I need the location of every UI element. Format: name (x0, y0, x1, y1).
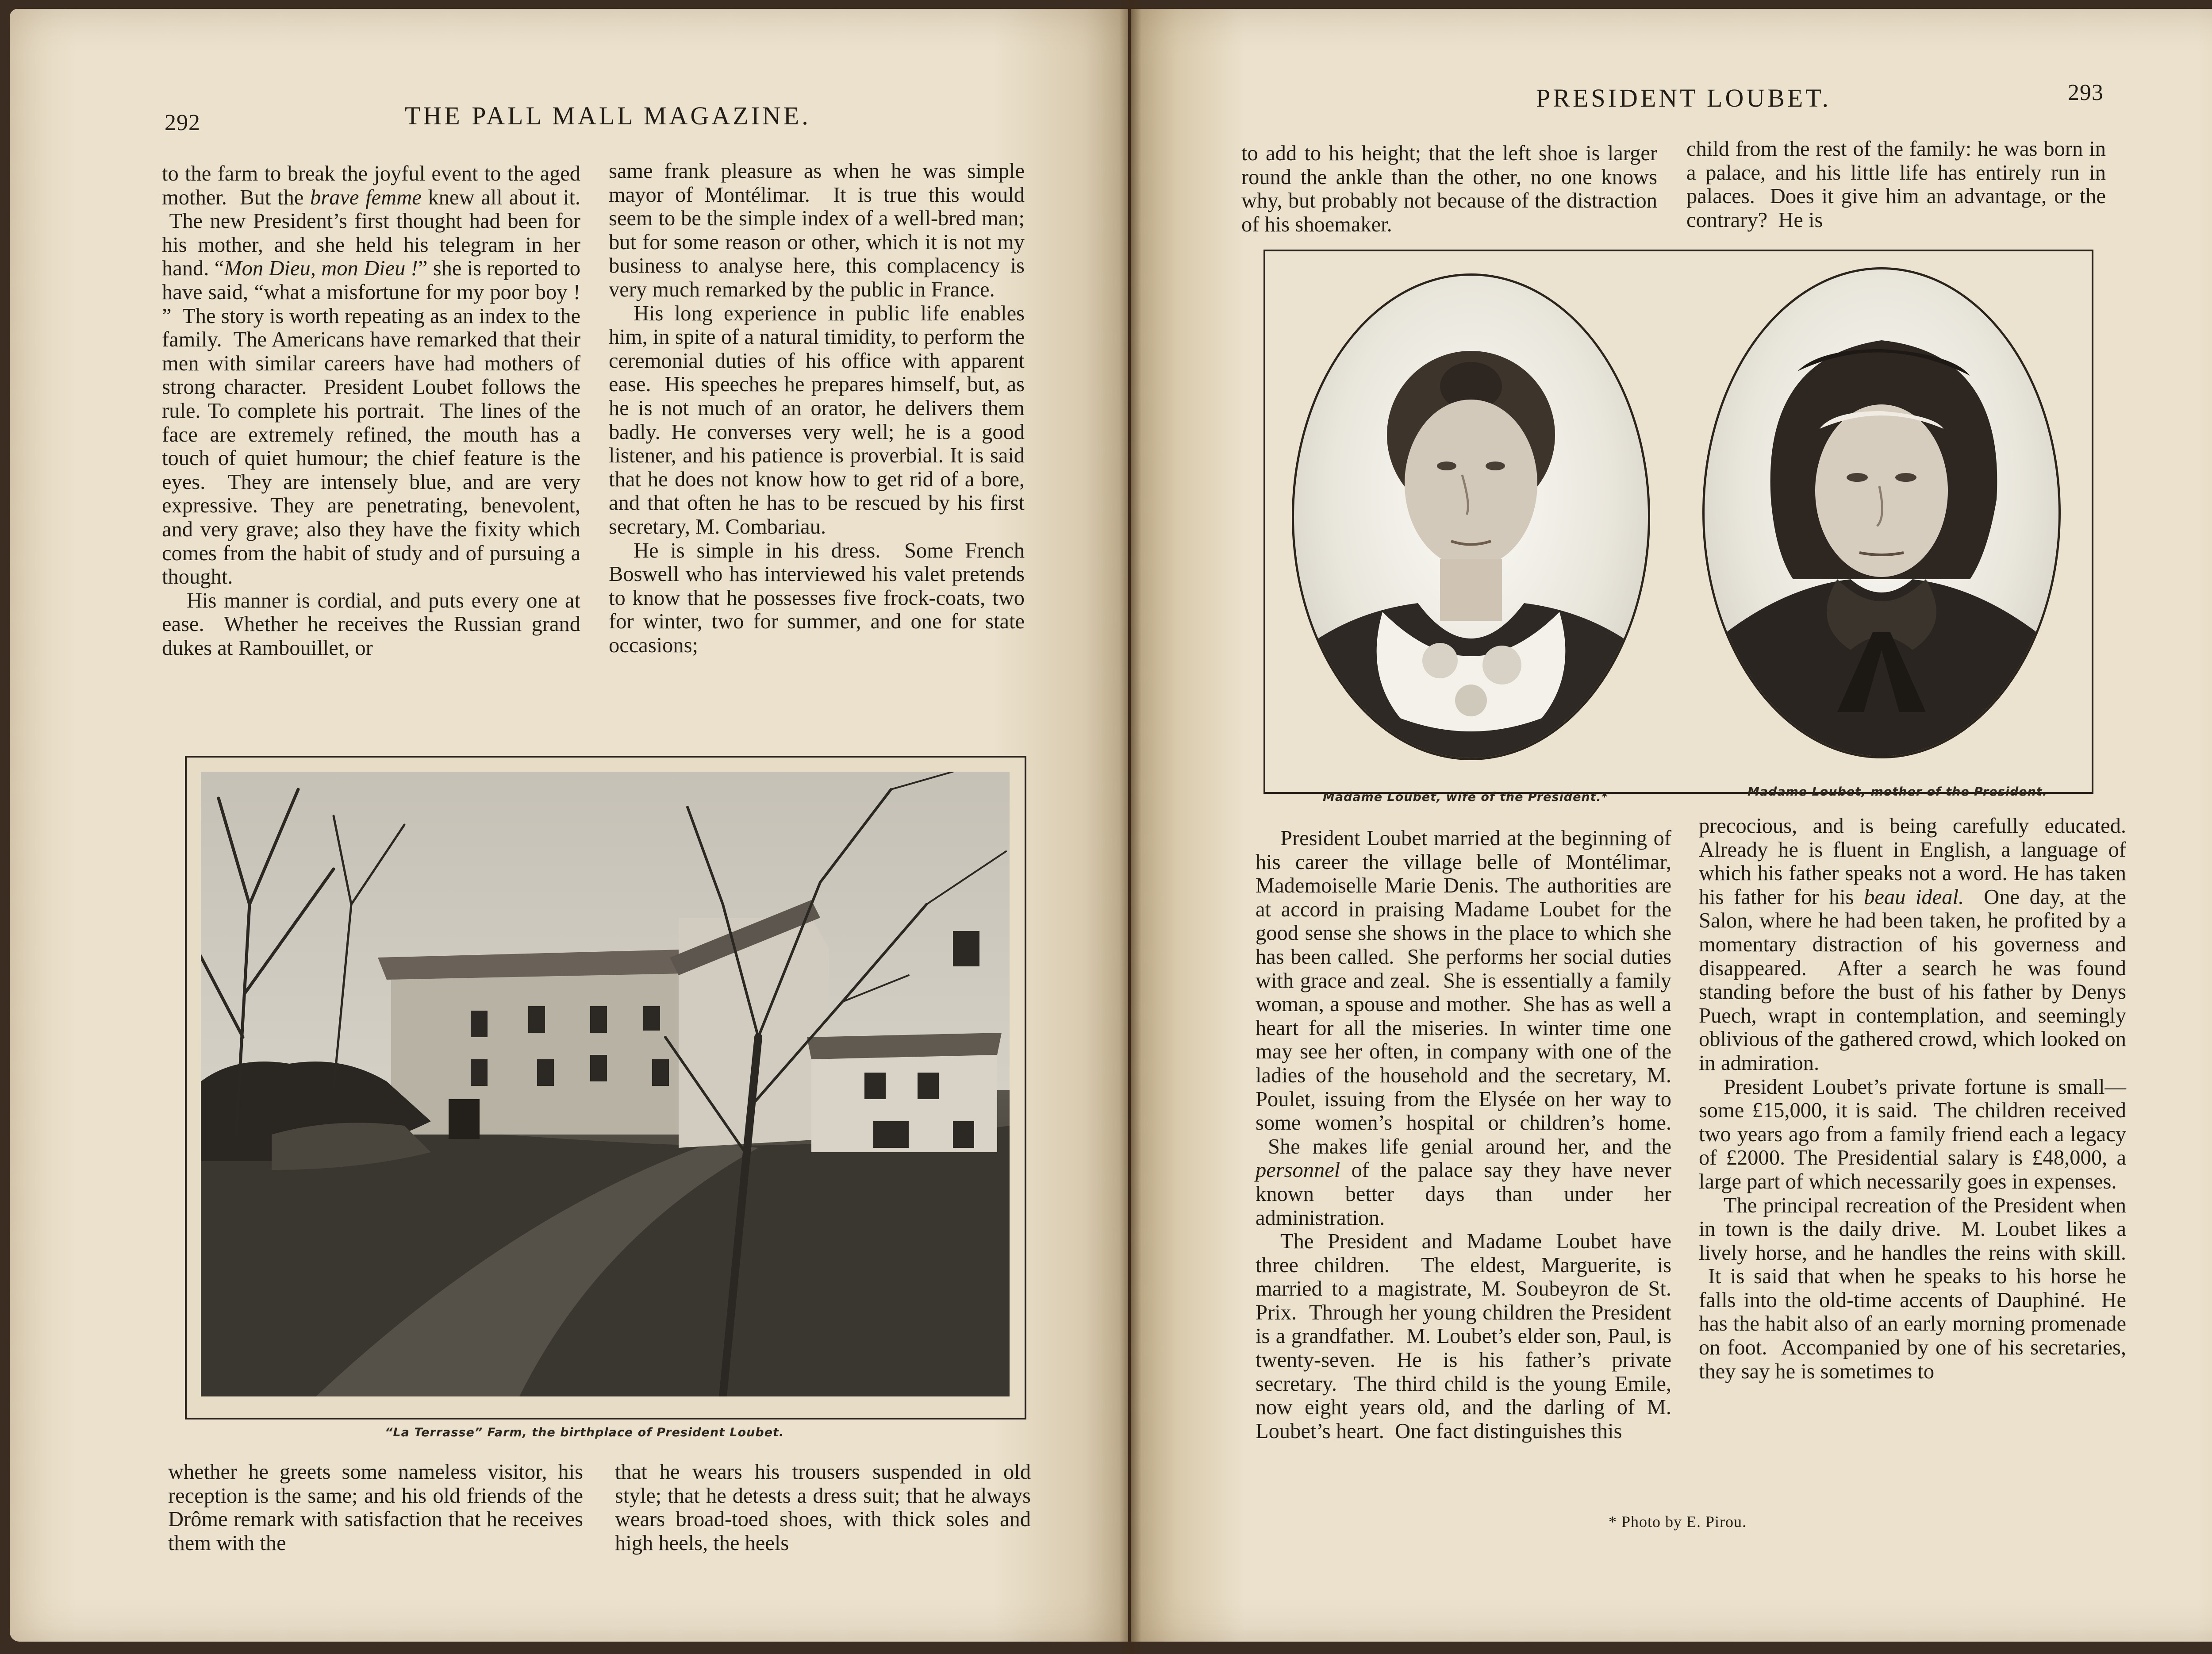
portrait-wife (1292, 273, 1650, 760)
left-column-1-top (162, 162, 580, 660)
right-column-1-top (1241, 142, 1657, 236)
paragraph: President Loubet’s private fortune is small—some £15,000, it is said. The children received two years ago from a family friend each a legacy of £2000. The Presidential salary is £48,000, a large part of which necessarily goes in expenses. (1699, 1075, 2126, 1193)
paragraph: precocious, and is being carefully educated. Already he is fluent in English, a language of which his father speaks not a word. He has taken his father for his beau ideal. One day, at the Salon, where he had been taken, he profited by a momentary distraction of his governess and disappeared. After a search he was found standing before the bust of his father by Denys Puech, wrapt in contemplation, and seemingly oblivious of the gathered crowd, which looked on in admiration. (1699, 814, 2126, 1075)
right-column-2-top (1686, 137, 2106, 232)
paragraph: He is simple in his dress. Some French Boswell who has interviewed his valet pretends to know that he possesses five frock-coats, two for winter, two for summer, and one for state occasions; (609, 539, 1025, 657)
portrait-mother-image (1705, 269, 2058, 756)
paragraph: His long experience in public life enables him, in spite of a natural timidity, to perform the ceremonial duties of his office with apparent ease. His speeches he prepares himself, but, as he is not much of an orator, he delivers them badly. He converses very well; he is a good listener, and his patience is proverbial. It is said that he does not know how to get rid of a bore, and that often he has to be rescued by his first secretary, M. Combariau. (609, 301, 1025, 539)
portrait-caption-wife: Madame Loubet, wife of the President.* (1323, 790, 1608, 804)
page-number-right: 293 (2068, 80, 2104, 105)
left-column-2-bottom (615, 1460, 1031, 1555)
left-column-1-bottom (168, 1460, 583, 1555)
paragraph: to add to his height; that the left shoe is larger round the ankle than the other, no one knows why, but probably not because of the distraction of his shoemaker. (1241, 142, 1657, 236)
paragraph: same frank pleasure as when he was simple mayor of Montélimar. It is true this would seem to be the simple index of a well-bred man; but for some reason or other, which it is not my business to analyse here, this complacency is very much remarked by the public in France. (609, 159, 1025, 301)
paragraph: The principal recreation of the President when in town is the daily drive. M. Loubet likes a lively horse, and he handles the reins with skill. It is said that when he speaks to his horse he falls into the old-time accents of Dauphiné. He has the habit also of an early morning promenade on foot. Accompanied by one of his secretaries, they say he is sometimes to (1699, 1193, 2126, 1383)
farm-photo-caption: “La Terrasse” Farm, the birthplace of President Loubet. (385, 1426, 784, 1439)
paragraph: President Loubet married at the beginning of his career the village belle of Montélimar, Mademoiselle Marie Denis. The authorities are at accord in praising Madame Loubet for the good sense she shows in the place to which she has been called. She performs her social duties with grace and zeal. She is essentially a family woman, a spouse and mother. She has as well a heart for all the miseries. In winter time one may see her often, in company with one of the ladies of the household and the secretary, M. Poulet, issuing from the Elysée on her way to some women’s hospital or children’s home. She makes life genial around her, and the personnel of the palace say they have never known better days than under her administration. (1256, 827, 1671, 1230)
running-head-left: THE PALL MALL MAGAZINE. (405, 101, 811, 130)
portrait-mother (1702, 267, 2061, 758)
right-column-2-main (1699, 814, 2126, 1383)
farm-photo-image (201, 772, 1010, 1396)
paragraph: The President and Madame Loubet have three children. The eldest, Marguerite, is married to a magistrate, M. Soubeyron de St. Prix. Through her young children the President is a grandfather. M. Loubet’s elder son, Paul, is twenty-seven. He is his father’s private secretary. The third child is the young Emile, now eight years old, and the darling of M. Loubet’s heart. One fact distinguishes this (1256, 1230, 1671, 1443)
paragraph: whether he greets some nameless visitor, his reception is the same; and his old friends of the Drôme remark with satisfaction that he receives them with the (168, 1460, 583, 1555)
photo-credit-footnote: * Photo by E. Pirou. (1609, 1513, 1747, 1531)
paragraph: that he wears his trousers suspended in old style; that he detests a dress suit; that he always wears broad-toed shoes, with thick soles and high heels, the heels (615, 1460, 1031, 1555)
left-column-2-top (609, 159, 1025, 657)
portrait-caption-mother: Madame Loubet, mother of the President. (1747, 785, 2047, 799)
running-head-right: PRESIDENT LOUBET. (1536, 84, 1831, 112)
paragraph: child from the rest of the family: he was born in a palace, and his little life has entirely run in palaces. Does it give him an advantage, or the contrary? He is (1686, 137, 2106, 232)
farm-photo-frame (185, 756, 1026, 1419)
gutter (1119, 0, 1141, 1654)
page-number-left: 292 (165, 110, 200, 135)
portraits-frame (1263, 250, 2093, 794)
paragraph: to the farm to break the joyful event to the aged mother. But the brave femme knew all about it. The new President’s first thought had been for his mother, and she held his telegram in her hand. “Mon Dieu, mon Dieu !” she is reported to have said, “what a misfortune for my poor boy ! ” The story is worth repeating as an index to the family. The Americans have remarked that their men with similar careers have had mothers of strong character. President Loubet follows the rule. To complete his portrait. The lines of the face are extremely refined, the mouth has a touch of quiet humour; the chief feature is the eyes. They are intensely blue, and are very expressive. They are penetrating, benevolent, and very grave; also they have the fixity which comes from the habit of study and of pursuing a thought. (162, 162, 580, 589)
farm-photo (201, 772, 1010, 1396)
portrait-wife-image (1294, 276, 1648, 758)
paragraph: His manner is cordial, and puts every one at ease. Whether he receives the Russian grand dukes at Rambouillet, or (162, 589, 580, 660)
right-column-1-main (1256, 827, 1671, 1443)
